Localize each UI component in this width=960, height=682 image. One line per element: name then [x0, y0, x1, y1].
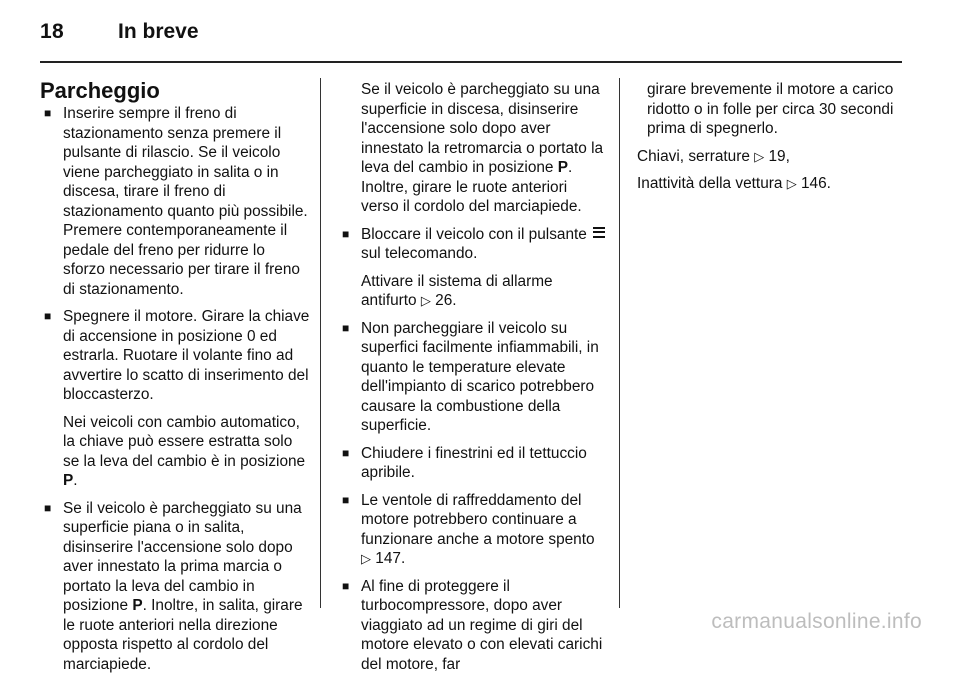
bullet: ■	[44, 309, 52, 323]
list-item	[338, 577, 608, 675]
list-item	[338, 319, 608, 436]
page-reference-link[interactable]: 19,	[768, 147, 790, 165]
page-ref-arrow-icon: ▷	[786, 176, 797, 191]
bullet: ■	[44, 106, 52, 120]
bullet: ■	[342, 492, 350, 507]
cross-reference: Chiavi, serrature ▷ 19,	[637, 147, 790, 165]
gear-position-p: P	[132, 597, 143, 614]
header-rule	[40, 61, 902, 63]
bullet: ■	[342, 445, 350, 460]
list-item-text: Inserire sempre il freno di stazionamento senza premere il pulsante di rilascio. Se il veicolo viene parcheggiato in salita o in discesa, tirare il freno di stazionamento quanto più possibile. Premere contemporaneamente il pedale del freno per ridurre lo sforzo necessario per tirare il freno di stazionamento.	[63, 105, 308, 298]
page-header	[0, 0, 960, 62]
gear-position-p: P	[557, 159, 569, 176]
chapter-title: In breve	[118, 20, 199, 43]
list-item-continuation: Se il veicolo è parcheggiato su una superficie in discesa, disinserire l'accensione solo dopo aver innestato la retromarcia o portato la leva del cambio in posizione P. Inoltre, girare le ruote anteriori verso il cordolo del marciapiede.	[361, 81, 604, 215]
list-item-continuation: girare brevemente il motore a carico ridotto o in folle per circa 30 secondi prima di spegnerlo.	[647, 81, 894, 137]
list-item-text: Chiudere i finestrini ed il tettuccio apribile.	[361, 444, 587, 481]
section-heading: Parcheggio	[40, 78, 160, 103]
list-item-note: Nei veicoli con cambio automatico, la chiave può essere estratta solo se la leva del cambio è in posizione P.	[63, 413, 306, 489]
column-divider-1	[320, 78, 321, 608]
list-item	[338, 444, 608, 483]
column-2	[338, 80, 608, 682]
list-item-text: Non parcheggiare il veicolo su superfici facilmente infiammabili, in quanto le temperature elevate dell'impianto di scarico potrebbero causare la combustione della superficie.	[361, 319, 599, 434]
column-divider-2	[619, 78, 620, 608]
list-item	[40, 104, 310, 299]
cross-reference: Inattività della vettura ▷ 146.	[637, 175, 831, 192]
gear-position-p: P	[63, 472, 74, 489]
lock-button-icon	[593, 227, 605, 238]
column-1	[40, 80, 310, 682]
list-item-text: Spegnere il motore. Girare la chiave di accensione in posizione 0 ed estrarla. Ruotare il volante fino ad avvertire lo scatto di inserimento del bloccasterzo.	[63, 308, 310, 403]
bullet: ■	[44, 500, 52, 515]
list-item: ■ Le ventole di raffreddamento del motore potrebbero continuare a funzionare anche a motore spento ▷ 147.	[342, 491, 595, 567]
page-number: 18	[40, 20, 64, 43]
page-reference-link[interactable]: 147.	[375, 550, 406, 567]
list-item	[40, 307, 310, 405]
page-ref-arrow-icon: ▷	[420, 293, 431, 308]
list-item-note: Attivare il sistema di allarme antifurto ▷ 26.	[361, 272, 553, 309]
bullet: ■	[342, 320, 350, 335]
page-reference-link[interactable]: 26.	[435, 292, 457, 309]
list-item: ■ Bloccare il veicolo con il pulsante sul telecomando.	[338, 225, 608, 264]
column-3	[637, 80, 902, 202]
page-ref-arrow-icon: ▷	[754, 148, 765, 164]
list-item-text: Al fine di proteggere il turbocompressore, dopo aver viaggiato ad un regime di giri del motore elevato o con elevati carichi del motore, far	[361, 577, 603, 673]
bullet: ■	[342, 226, 350, 241]
page-ref-arrow-icon: ▷	[361, 551, 371, 566]
page-reference-link[interactable]: 146.	[801, 175, 831, 192]
watermark: carmanualsonline.info	[711, 610, 922, 633]
list-item: ■ Se il veicolo è parcheggiato su una superficie piana o in salita, disinserire l'accensione solo dopo aver innestato la prima marcia o portato la leva del cambio in posizione P. Inoltre, in salita, girare le ruote anteriori nella direzione opposta rispetto al cordolo del marciapiede.	[44, 499, 303, 673]
bullet: ■	[342, 578, 350, 593]
